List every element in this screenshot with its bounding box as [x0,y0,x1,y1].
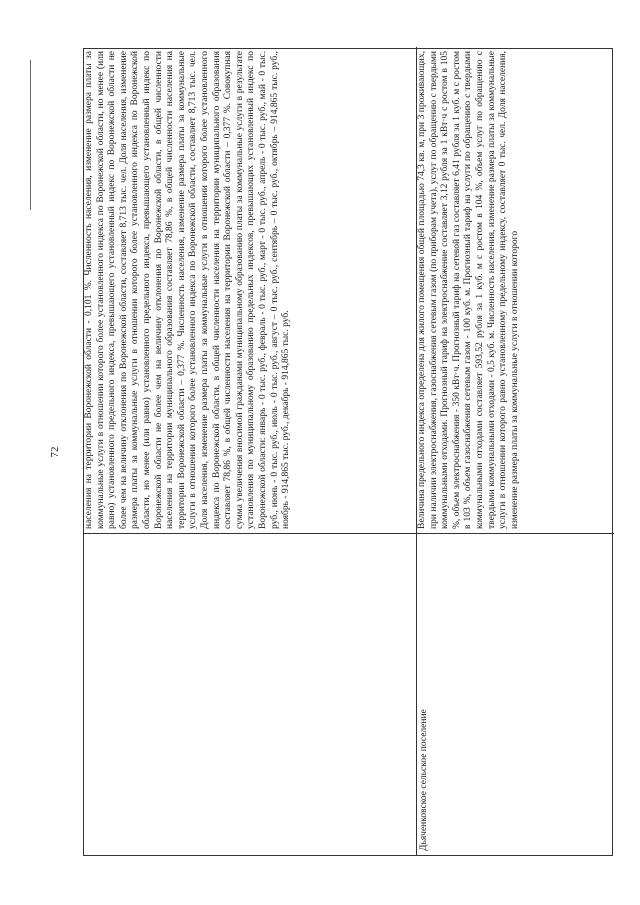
table-row [416,47,614,855]
index-description-cell: населения на территории Воронежской области - 0,101 %. Численность населения, изменение размера платы за коммунальные услуги в отношении которого более установленного индекса по Воронежской области, но менее (или равно) установленного предельного индекса, превышающего установленный индекс по Воронежской области не более чем на величину отклонения по Воронежской области, составляет 8,713 тыс. чел. Доля населения, изменение размера платы за коммунальные услуги в отношении которого более установленного индекса по Воронежской области, но менее (или равно) установленного предельного индекса, превышающего установленный индекс по Воронежской области не более чем на величину отклонения по Воронежской области, в общей численности населения на территории муниципального образования составляет 78,86 %, в общей численности населения на территории Воронежской области – 0,377 %. Численность населения, изменение размера платы за коммунальные услуги в отношении которого более установленного индекса по Воронежской области, составляет 8,713 тыс. чел. Доля населения, изменение размера платы за коммунальные услуги в отношении которого более установленного индекса по Воронежской области, в общей численности населения на территории муниципального образования составляет 78,86 %, в общей численности населения на территории Воронежской области – 0,377 %. Совокупная сумма увеличения вносимой гражданами муниципальному образованию платы за коммунальные услуги в результате установления по муниципальному образованию предельных индексов, превышающих установленный индекс по Воронежской области: январь - 0 тыс. руб., февраль - 0 тыс. руб., март - 0 тыс. руб., апрель - 0 тыс. руб., май - 0 тыс. руб., июнь - 0 тыс. руб., июль - 0 тыс. руб., август – 0 тыс. руб., сентябрь – 0 тыс. руб., октябрь – 914,865 тыс. руб., ноябрь - 914,865 тыс. руб., декабрь - 914,865 тыс. руб. [84,51,292,529]
index-description-cell: Величина предельного индекса определена для жилого помещения общей площадью 74,3 кв. м, при 3 проживающих, при наличии электроснабжения, газоснабжения сетевым газом (по приборам учета), услуг по обращению с твердыми коммунальными отходами. Прогнозный тариф на электроснабжение составляет 3,12 рубля за 1 кВт·ч с ростом в 105 %, объем электроснабжения - 350 кВт·ч. Прогнозный тариф на сетевой газ составляет 6,41 рубля за 1 куб. м с ростом в 103 %, объем газоснабжения сетевым газом - 100 куб. м. Прогнозный тариф на услуги по обращению с твердыми коммунальными отходами составляет 593,52 рубля за 1 куб. м с ростом в 104 %, объем услуг по обращению с твердыми коммунальными отходами - 0,5 куб. м. Численность населения, изменение размера платы за коммунальные услуги в отношении которого равно установленному предельному индексу, составляет 0 тыс. чел. Доля населения, изменение размера платы за коммунальные услуги в отношении которого [417,51,520,529]
settlement-name-cell: Дьяченковское сельское поселение [417,533,614,855]
tariff-index-table [83,48,613,856]
page-number: 72 [49,446,61,458]
footnote-divider [30,60,31,210]
table-row [84,47,416,855]
settlement-name-cell [84,533,416,855]
